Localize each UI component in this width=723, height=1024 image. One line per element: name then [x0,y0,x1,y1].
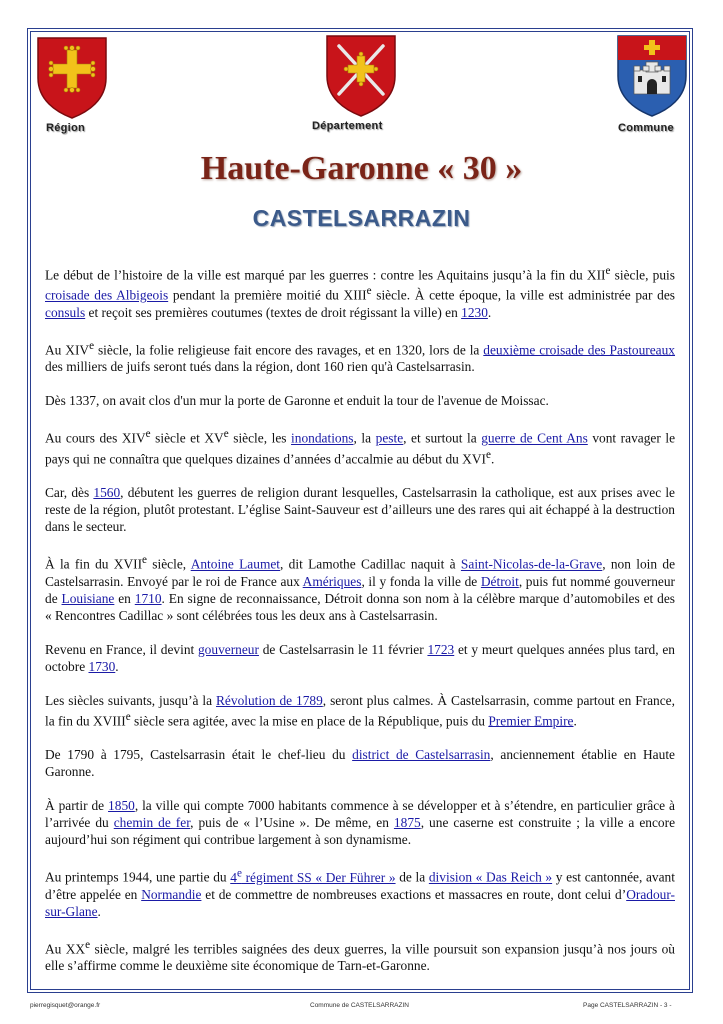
text: Au XX [45,941,86,957]
superscript: e [89,339,95,352]
text: Dès 1337, on avait clos d'un mur la porte de Garonne et enduit la tour de l'avenue de Moissac. [45,393,549,409]
text: , puis fut nommé gouverneur de [45,573,676,606]
link-consuls[interactable]: consuls [45,304,86,320]
paragraph-2 [45,338,675,375]
text: en [114,590,135,606]
page-title: Haute-Garonne « 30 » [200,150,523,187]
occitan-cross-shield-icon [36,36,108,120]
superscript: e [223,428,229,441]
link-inondations[interactable]: inondations [291,430,354,446]
text: Au XIV [45,342,90,358]
link-antoine-laumet[interactable]: Antoine Laumet [190,556,281,572]
superscript: e [125,710,131,723]
text: siècle. À cette époque, la ville est administrée par des [371,287,675,303]
link-saint-nicolas[interactable]: Saint-Nicolas-de-la-Grave [460,556,603,572]
article-body [45,263,675,991]
commune-coat-of-arms-icon [616,34,688,118]
text: . [573,713,577,729]
text: siècle et XV [150,430,224,446]
link-ameriques[interactable]: Amériques [302,573,362,589]
paragraph-12 [45,937,675,974]
link-peste[interactable]: peste [375,430,404,446]
link-gouverneur[interactable]: gouverneur [197,641,259,657]
text: . [487,304,492,320]
link-1560[interactable]: 1560 [93,485,121,501]
text: vont ravager le pays qui ne connaîtra que quelques dizaines d’années d’accalmie au début du XVI [45,430,676,467]
text: y est cantonnée, avant d’être appelée en [45,869,675,902]
text: de la [395,869,429,885]
text: À partir de [45,798,109,814]
paragraph-1 [45,263,675,321]
paragraph-4 [45,426,675,467]
link-guerre-cent-ans[interactable]: guerre de Cent Ans [481,430,588,446]
text: des milliers de juifs seront tués dans la région, dont 160 rien qu'à Castelsarrasin. [45,359,475,375]
link-premier-empire[interactable]: Premier Empire [488,713,574,729]
text: De 1790 à 1795, Castelsarrasin était le chef-lieu du [45,747,353,763]
text: Car, dès [45,485,94,501]
text: pendant la première moitié du XIII [168,287,367,303]
text: et reçoit ses premières coutumes (textes de droit régissant la ville) en [85,304,462,320]
link-revolution-1789[interactable]: Révolution de 1789 [216,692,323,708]
department-shield-icon [325,34,397,118]
text: , dit Lamothe Cadillac naquit à [280,556,461,572]
text: siècle, puis [610,267,675,283]
footer-page: Page CASTELSARRAZIN - 3 - [583,1002,672,1009]
link-district-castelsarrasin[interactable]: district de Castelsarrasin [352,747,491,763]
text: , la [353,430,376,446]
text: Au printemps 1944, une partie du [45,869,231,885]
text: , non loin de Castelsarrasin. Envoyé par le roi de France aux [45,556,676,589]
link-1710[interactable]: 1710 [134,590,162,606]
text: , une caserne est construite ; la ville a encore aujourd’hui son régiment qui contribue largement à son dynamisme. [45,815,676,848]
text: . [97,903,101,919]
superscript: e [142,554,147,567]
text: , débutent les guerres de religion durant lesquelles, Castelsarrasin la catholique, est aux prises avec le reste de la région, plutôt protestant. L’église Saint-Sauveur est d’ailleurs une des rares qui ait échappé à la destruction dans le secteur. [45,485,675,535]
link-chemin-de-fer[interactable]: chemin de fer [113,815,191,831]
page-subtitle: CASTELSARRAZIN [252,205,471,231]
footer-email: pierregisquet@orange.fr [30,1002,101,1009]
text: et y meurt quelques années plus tard, en octobre [45,641,675,674]
commune-label: Commune [618,122,674,134]
link-1850[interactable]: 1850 [108,798,135,814]
link-croisade-pastoureaux[interactable]: deuxième croisade des Pastoureaux [483,342,676,358]
text: siècle sera agitée, avec la mise en place de la République, puis du [130,713,489,729]
superscript: e [145,428,151,441]
footer-center: Commune de CASTELSARRAZIN [310,1002,409,1009]
paragraph-9 [45,746,675,780]
text: . [490,451,495,467]
text: , et surtout la [403,430,482,446]
text: siècle, les [228,430,292,446]
link-1875[interactable]: 1875 [393,815,421,831]
text: À la fin du XVII [45,556,143,572]
text: , la ville qui compte 7000 habitants commence à se développer et à s’étendre, en particulier grâce à l’arrivée du [45,798,675,831]
text: Revenu en France, il devint [45,641,198,657]
paragraph-5 [45,484,675,535]
text: . En signe de reconnaissance, Détroit donna son nom à la célèbre marque d’automobiles et des « Rencontres Cadillac » sont célébrées tous les deux ans à Castelsarrasin. [45,590,675,623]
text: , il y fonda la ville de [361,573,481,589]
paragraph-10 [45,797,675,848]
text: , anciennement établie en Haute Garonne. [45,747,675,780]
department-label: Département [312,120,383,132]
text: Au cours des XIV [45,430,146,446]
superscript: e [236,867,242,880]
text: , puis de « l’Usine ». De même, en [190,815,394,831]
paragraph-8 [45,692,675,729]
link-normandie[interactable]: Normandie [141,886,202,902]
text: 4 [230,869,237,885]
text: . [115,658,119,674]
text: siècle, malgré les terribles saignées des deux guerres, la ville poursuit son expansion jusqu’à nos jours où elle s’affirme comme le deuxième site économique de Tarn-et-Garonne. [45,941,675,974]
paragraph-7 [45,641,675,675]
text: et de commettre de nombreuses exactions et massacres en route, dont celui d’ [201,886,627,902]
superscript: e [485,448,491,461]
link-1730[interactable]: 1730 [88,658,116,674]
superscript: e [605,265,611,277]
paragraph-11 [45,865,675,919]
text: de Castelsarrasin le 11 février [258,641,428,657]
text: régiment SS « Der Führer » [241,869,396,885]
link-division-das-reich[interactable]: division « Das Reich » [428,869,553,885]
text: Le début de l’histoire de la ville est marqué par les guerres : contre les Aquitains jusqu’à la fin du XII [45,267,606,283]
link-detroit[interactable]: Détroit [480,573,519,589]
link-louisiane[interactable]: Louisiane [61,590,115,606]
link-regiment-der-fuhrer[interactable] [230,867,396,885]
text: siècle, la folie religieuse fait encore des ravages, et en 1320, lors de la [94,342,484,358]
paragraph-3 [45,392,675,409]
superscript: e [85,938,91,951]
link-1723[interactable]: 1723 [427,641,455,657]
superscript: e [366,285,372,298]
text: , seront plus calmes. À Castelsarrasin, comme partout en France, la fin du XVIII [45,692,675,729]
region-label: Région [46,122,86,134]
text: siècle, [147,556,191,572]
paragraph-6 [45,552,675,623]
link-oradour-sur-glane[interactable]: Oradour-sur-Glane [45,886,675,919]
text: Les siècles suivants, jusqu’à la [45,692,216,708]
link-croisade-albigeois[interactable]: croisade des Albigeois [45,287,169,303]
link-1230[interactable]: 1230 [461,304,488,320]
